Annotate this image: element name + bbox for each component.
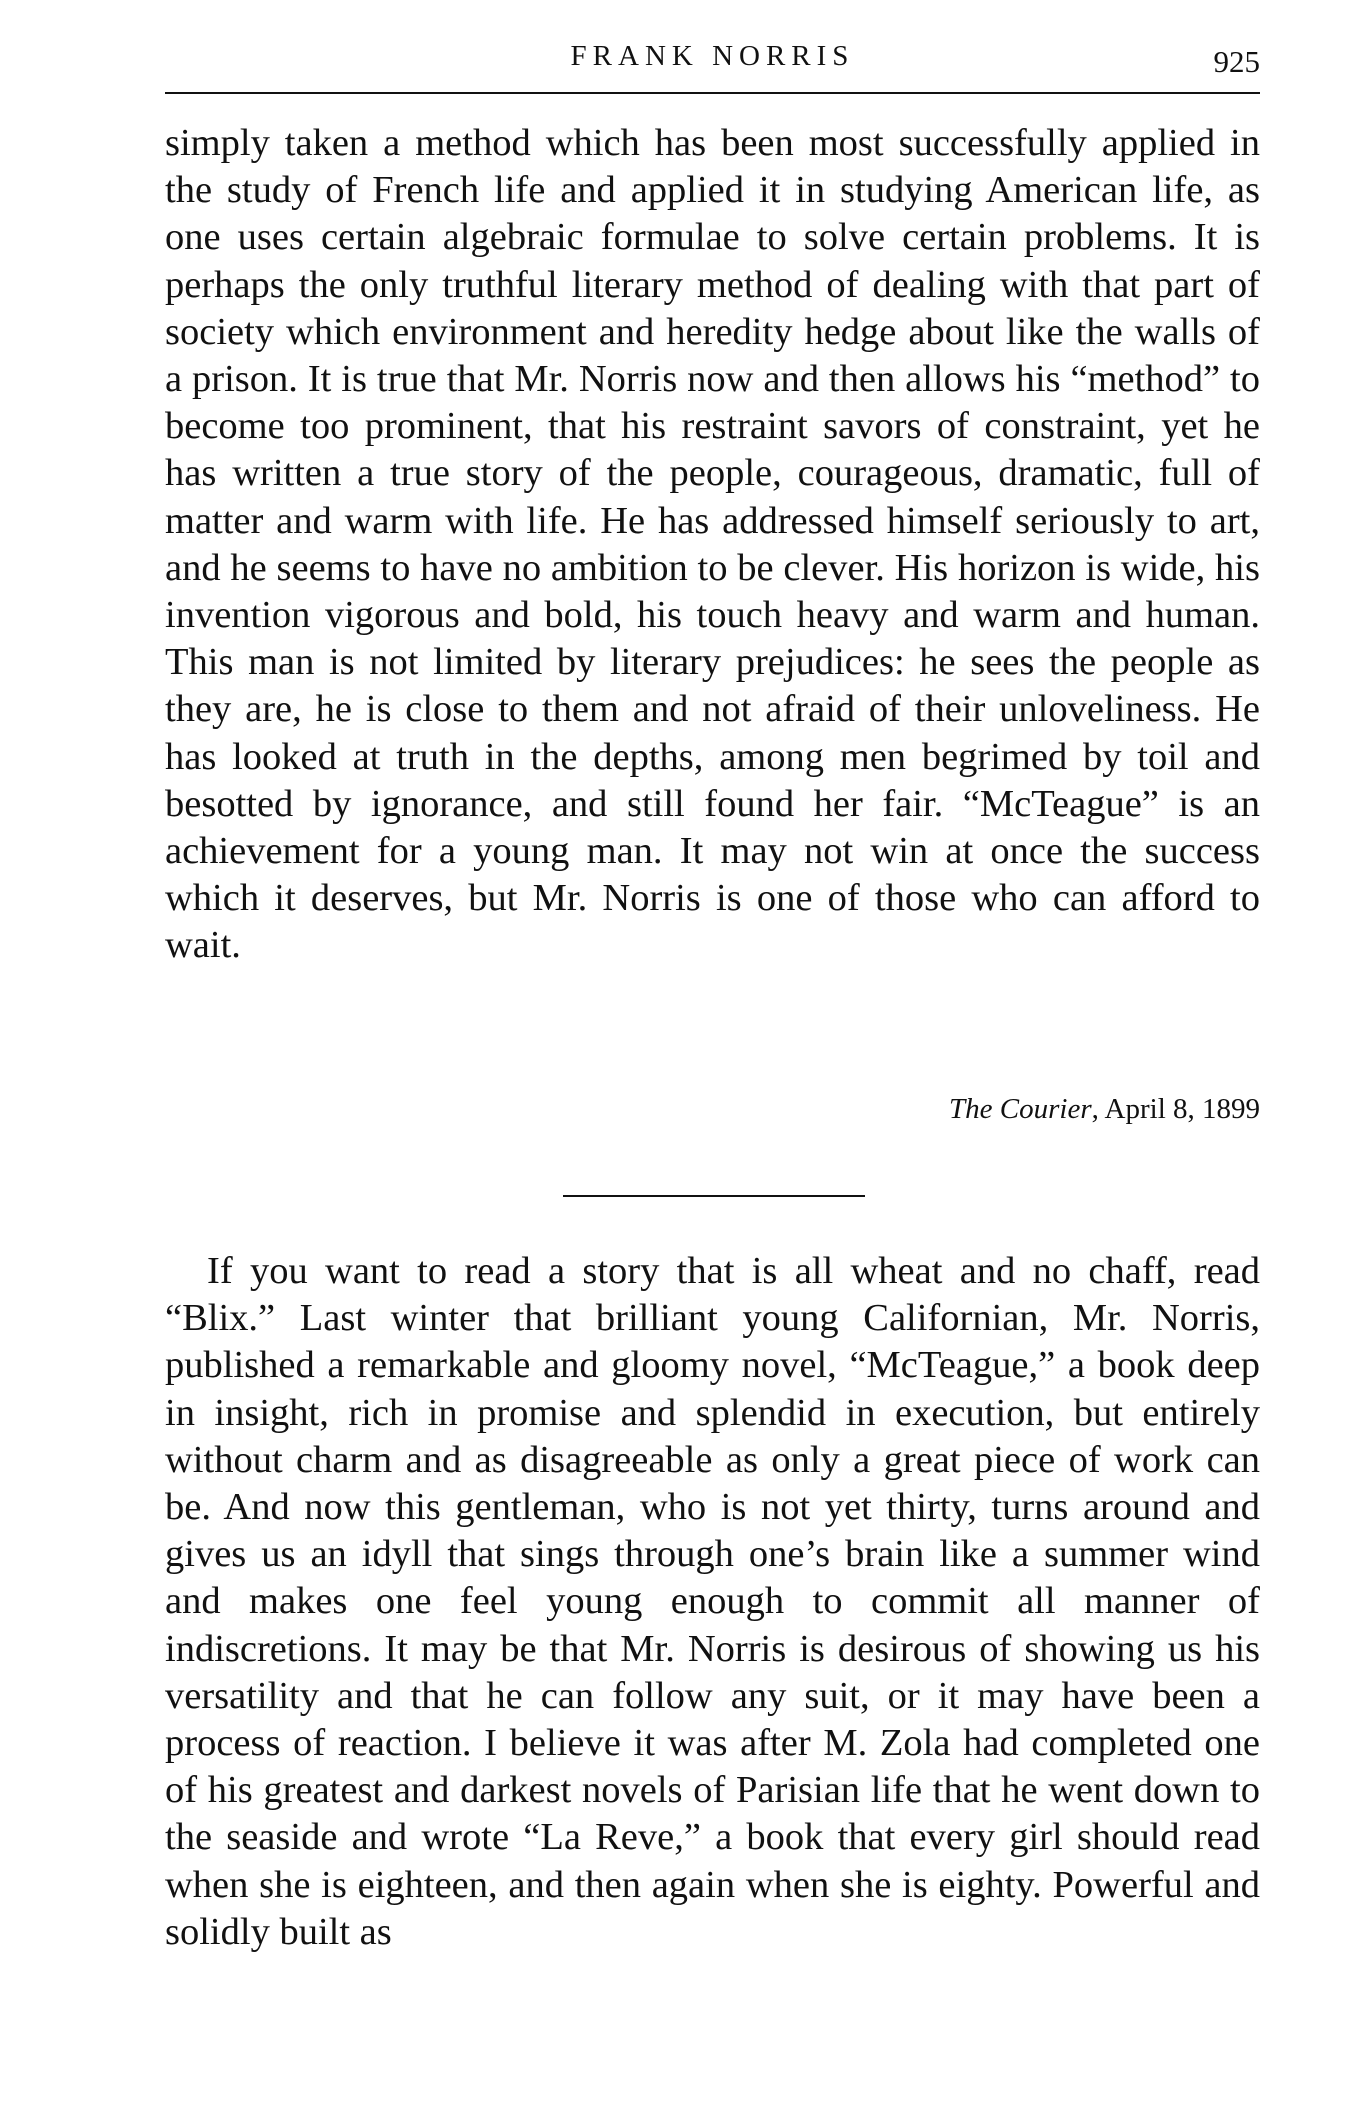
running-head: FRANK NORRIS bbox=[570, 40, 855, 72]
review-1 bbox=[165, 120, 1260, 970]
page-number: 925 bbox=[1213, 44, 1260, 79]
review-2-paragraph: If you want to read a story that is all wheat and no chaff, read “Blix.” Last winter that brilliant young Californian, Mr. Norris, published a remarkable and gloomy novel, “McTeague,” a book deep in insight, rich in promise and splendid in execution, but entirely without charm and as disagreeable as only a great piece of work can be. And now this gentleman, who is not yet thirty, turns around and gives us an idyll that sings through one’s brain like a summer wind and makes one feel young enough to commit all manner of indiscretions. It may be that Mr. Norris is desirous of showing us his versatility and that he can follow any suit, or it may have been a process of reaction. I believe it was after M. Zola had completed one of his greatest and darkest novels of Parisian life that he went down to the seaside and wrote “La Reve,” a book that every girl should read when she is eighteen, and then again when she is eighty. Powerful and solidly built as bbox=[165, 1250, 1260, 1953]
citation bbox=[949, 1093, 1260, 1126]
review-2 bbox=[165, 1248, 1260, 1956]
citation-separator: , bbox=[1091, 1093, 1105, 1125]
citation-date: April 8, 1899 bbox=[1104, 1093, 1260, 1125]
header-rule bbox=[165, 92, 1260, 94]
citation-publication: The Courier bbox=[949, 1093, 1092, 1125]
review-1-paragraph: simply taken a method which has been most successfully applied in the study of French life and applied it in studying American life, as one uses certain algebraic formulae to solve certain problems. It is perhaps the only truthful literary method of dealing with that part of society which environment and heredity hedge about like the walls of a prison. It is true that Mr. Norris now and then allows his “method” to become too prominent, that his restraint savors of constraint, yet he has written a true story of the people, courageous, dramatic, full of matter and warm with life. He has addressed himself seriously to art, and he seems to have no ambition to be clever. His horizon is wide, his invention vigorous and bold, his touch heavy and warm and human. This man is not limited by literary prejudices: he sees the people as they are, he is close to them and not afraid of their unloveliness. He has looked at truth in the depths, among men begrimed by toil and besotted by ignorance, and still found her fair. “McTeague” is an achievement for a young man. It may not win at once the success which it deserves, but Mr. Norris is one of those who can afford to wait. bbox=[165, 122, 1260, 967]
section-divider bbox=[563, 1195, 865, 1197]
page-header bbox=[165, 38, 1260, 90]
